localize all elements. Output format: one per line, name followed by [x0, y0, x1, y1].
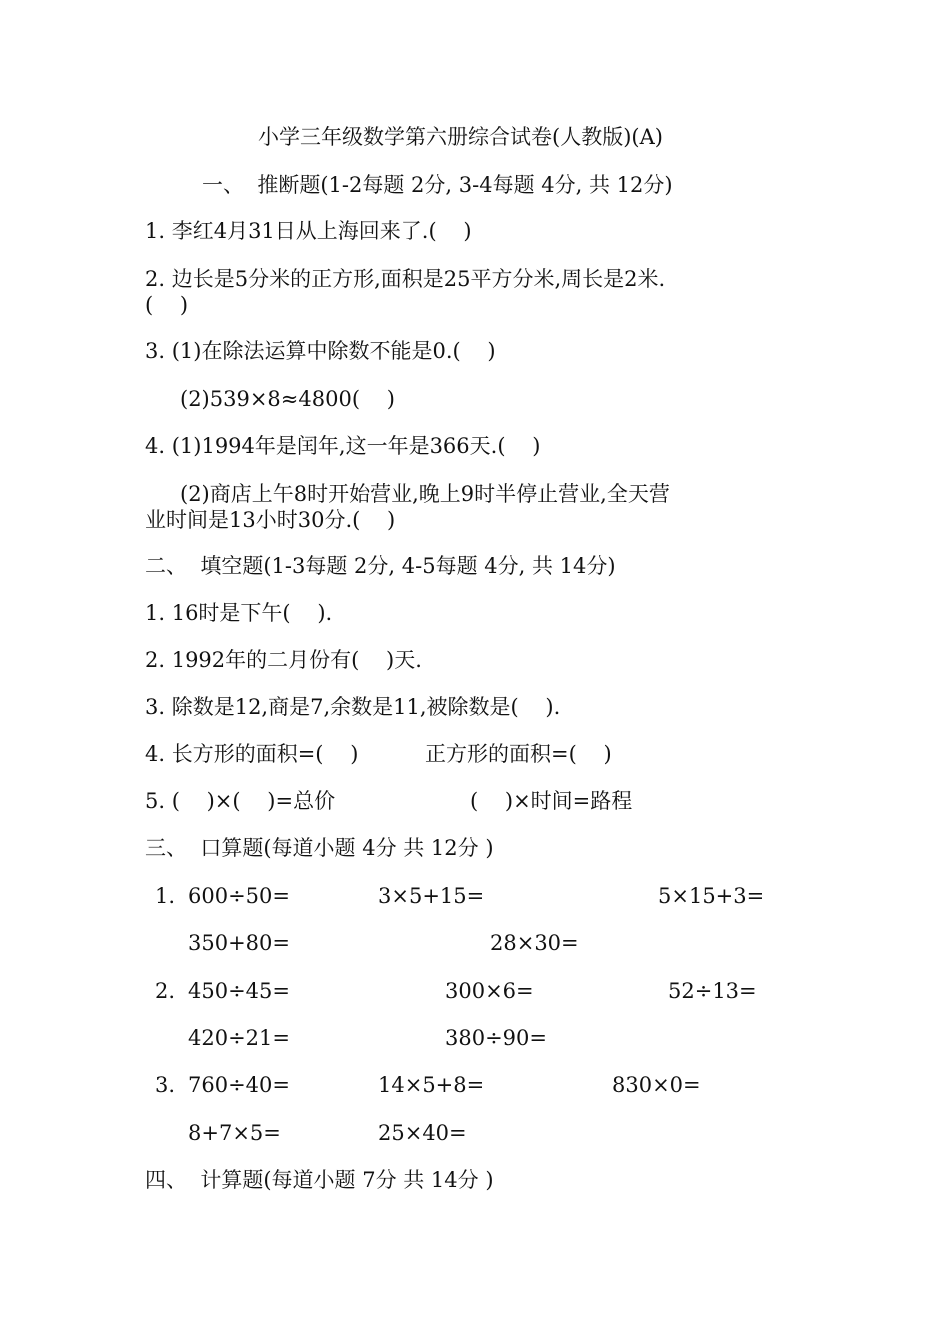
s3-group1-number: 1. [155, 884, 176, 908]
s3-item: 380÷90= [445, 1026, 547, 1050]
s2-question-1: 1. 16时是下午( ). [145, 601, 333, 625]
s3-item: 420÷21= [188, 1026, 290, 1050]
s3-item: 14×5+8= [378, 1073, 485, 1097]
s3-group2-number: 2. [155, 979, 176, 1003]
s1-question-4-2-line2: 业时间是13小时30分.( ) [145, 508, 396, 532]
s3-item: 830×0= [612, 1073, 701, 1097]
s1-question-2-line2: ( ) [145, 293, 189, 317]
s3-item: 760÷40= [188, 1073, 290, 1097]
s1-question-4-2-line1: (2)商店上午8时开始营业,晚上9时半停止营业,全天营 [180, 482, 670, 506]
s3-item: 8+7×5= [188, 1121, 281, 1145]
s1-question-4-1: 4. (1)1994年是闰年,这一年是366天.( ) [145, 434, 541, 458]
s1-question-3-2: (2)539×8≈4800( ) [180, 387, 395, 411]
s1-question-1: 1. 李红4月31日从上海回来了.( ) [145, 219, 472, 243]
section4-header: 四、 计算题(每道小题 7分 共 14分 ) [145, 1168, 494, 1192]
s3-item: 350+80= [188, 931, 290, 955]
s1-question-2-line1: 2. 边长是5分米的正方形,面积是25平方分米,周长是2米. [145, 267, 666, 291]
s2-question-5a: 5. ( )×( )=总价 [145, 789, 336, 813]
s3-item: 52÷13= [668, 979, 757, 1003]
section2-header: 二、 填空题(1-3每题 2分, 4-5每题 4分, 共 14分) [145, 554, 616, 578]
s1-question-3-1: 3. (1)在除法运算中除数不能是0.( ) [145, 339, 496, 363]
s3-item: 3×5+15= [378, 884, 485, 908]
s3-item: 300×6= [445, 979, 534, 1003]
s2-question-2: 2. 1992年的二月份有( )天. [145, 648, 422, 672]
s2-question-4b: 正方形的面积=( ) [425, 742, 612, 766]
s2-question-5b: ( )×时间=路程 [470, 789, 633, 813]
s2-question-3: 3. 除数是12,商是7,余数是11,被除数是( ). [145, 695, 561, 719]
s3-group3-number: 3. [155, 1073, 176, 1097]
page-title: 小学三年级数学第六册综合试卷(人教版)(A) [258, 125, 663, 149]
s3-item: 600÷50= [188, 884, 290, 908]
s3-item: 450÷45= [188, 979, 290, 1003]
s3-item: 25×40= [378, 1121, 467, 1145]
s2-question-4a: 4. 长方形的面积=( ) [145, 742, 359, 766]
section3-header: 三、 口算题(每道小题 4分 共 12分 ) [145, 836, 494, 860]
s3-item: 28×30= [490, 931, 579, 955]
s3-item: 5×15+3= [658, 884, 765, 908]
section1-header: 一、 推断题(1-2每题 2分, 3-4每题 4分, 共 12分) [202, 173, 673, 197]
